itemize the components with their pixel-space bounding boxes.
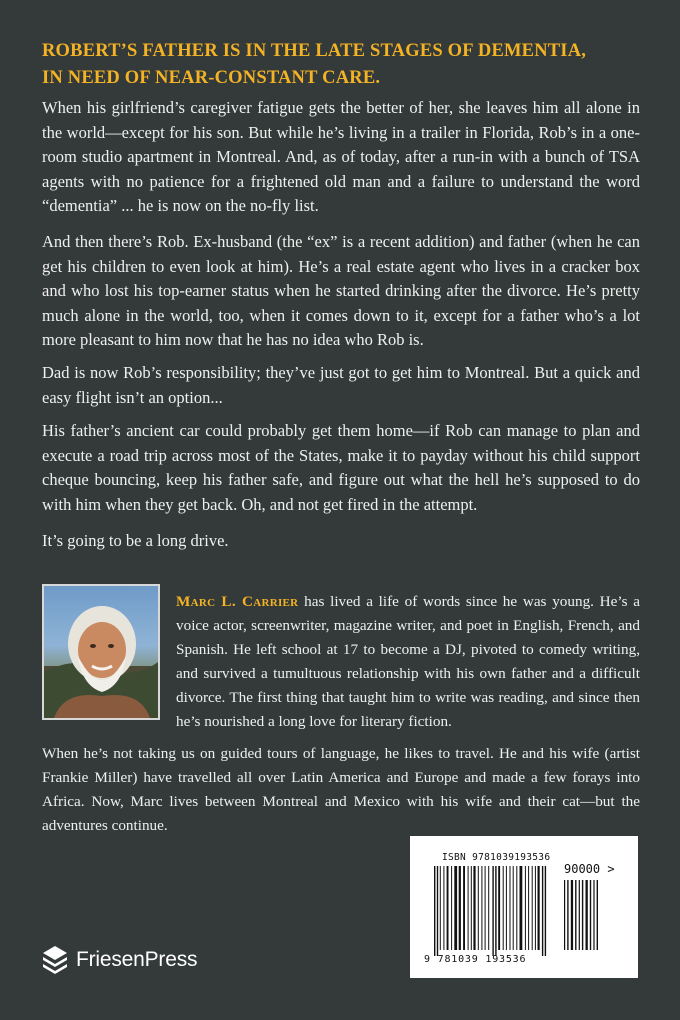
isbn-label: ISBN 9781039193536 xyxy=(442,852,551,863)
synopsis-paragraph-5: It’s going to be a long drive. xyxy=(42,531,229,550)
synopsis-paragraph-4: His father’s ancient car could probably get them home—if Rob can manage to plan and execute a road trip across most of the States, make it to payday without his child support cheque bouncing, keep his father safe, and figure out what the hell he’s supposed to do with him when they get back. Oh, and not get fired in the attempt. xyxy=(42,421,640,514)
author-portrait-illustration xyxy=(44,586,158,718)
synopsis-paragraph-3: Dad is now Rob’s responsibility; they’ve just got to get him to Montreal. But a quick and easy flight isn’t an option... xyxy=(42,363,640,407)
author-bio-text: has lived a life of words since he was young. He’s a voice actor, screenwriter, magazine writer, and poet in English, French, and Spanish. He left school at 17 to become a DJ, pivoted to comedy writing, and survived a tumultuous relationship with his own father and a difficult divorce. The first thing that taught him to write was reading, and since then he’s nourished a long love for literary fiction. xyxy=(176,593,640,730)
headline xyxy=(42,38,642,92)
price-code: 90000 > xyxy=(564,862,615,876)
synopsis-paragraph-1: When his girlfriend’s caregiver fatigue gets the better of her, she leaves him all alone in the world—except for his son. But while he’s living in a trailer in Florida, Rob’s in a one-room studio apartment in Montreal. And, as of today, after a run-in with a bunch of TSA agents with no patience for a frightened old man and a failure to understand the word “dementia” ... he is now on the no-fly list. xyxy=(42,98,640,215)
author-bio xyxy=(176,590,640,734)
author-bio-continued: When he’s not taking us on guided tours of language, he likes to travel. He and his wife (artist Frankie Miller) have travelled all over Latin America and Europe and made a few forays into Africa. Now, Marc lives between Montreal and Mexico with his wife and their cat—but the adventures continue. xyxy=(42,745,640,834)
barcode xyxy=(410,836,638,978)
author-name: Marc L. Carrier xyxy=(176,593,299,610)
headline-line-2: IN NEED OF NEAR-CONSTANT CARE. xyxy=(42,68,381,88)
headline-line-1: ROBERT’S FATHER IS IN THE LATE STAGES OF DEMENTIA, xyxy=(42,41,587,61)
publisher-logo xyxy=(42,944,197,976)
friesenpress-logo-icon xyxy=(42,945,68,975)
author-photo xyxy=(42,584,160,720)
publisher-name: FriesenPress xyxy=(76,948,198,971)
isbn-digits: 9 781039 193536 xyxy=(424,954,527,965)
synopsis-paragraph-2: And then there’s Rob. Ex-husband (the “ex” is a recent addition) and father (when he can get his children to even look at him). He’s a real estate agent who lives in a cracker box and who lost his top-earner status when he started drinking after the divorce. He’s pretty much alone in the world, too, when it comes down to it, except for a father who’s a lot more pleasant to him now that he has no idea who Rob is. xyxy=(42,232,640,349)
